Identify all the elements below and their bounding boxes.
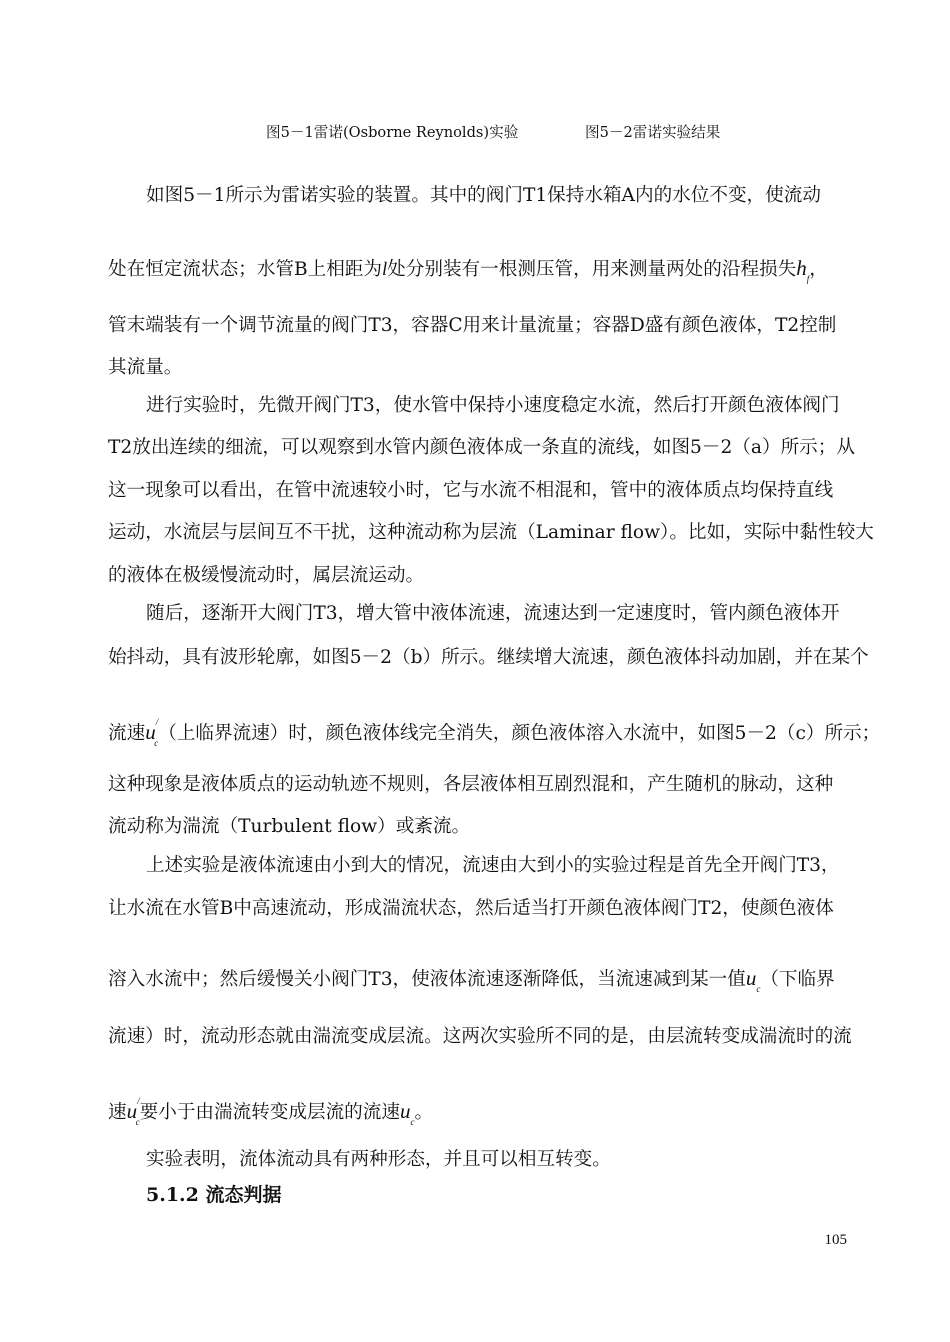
text-line: T2放出连续的细流，可以观察到水管内颜色液体成一条直的流线，如图5－2（a）所示；从 <box>108 437 855 458</box>
section-heading: 5.1.2 流态判据 <box>146 1184 282 1206</box>
text-line: 上述实验是液体流速由小到大的情况，流速由大到小的实验过程是首先全开阀门T3， <box>146 855 840 876</box>
text-line <box>108 966 835 999</box>
text-line: 管末端装有一个调节流量的阀门T3，容器C用来计量流量；容器D盛有颜色液体，T2控制 <box>108 315 837 336</box>
text-line: 如图5－1所示为雷诺实验的装置。其中的阀门T1保持水箱A内的水位不变，使流动 <box>146 185 821 206</box>
math-uc: $u_c$ <box>399 1099 415 1128</box>
text-span: 溶入水流中；然后缓慢关小阀门T3，使液体流速逐渐降低，当流速减到某一值 <box>108 969 746 990</box>
math-var-l: l <box>381 259 388 280</box>
text-line: 其流量。 <box>108 357 183 378</box>
text-span: 速 <box>108 1102 127 1123</box>
text-line: 的液体在极缓慢流动时，属层流运动。 <box>108 565 425 586</box>
text-span: ， <box>809 259 828 280</box>
text-line <box>108 716 880 753</box>
math-uc: $u_c$ <box>745 966 761 995</box>
text-line <box>108 256 828 289</box>
text-line: 流动称为湍流（Turbulent flow）或紊流。 <box>108 816 471 837</box>
text-line: 让水流在水管B中高速流动，形成湍流状态，然后适当打开颜色液体阀门T2，使颜色液体 <box>108 898 834 919</box>
text-span: （上临界流速）时，颜色液体线完全消失，颜色液体溶入水流中，如图5－2（c）所示； <box>158 723 881 744</box>
text-line: 流速）时，流动形态就由湍流变成层流。这两次实验所不同的是，由层流转变成湍流时的流 <box>108 1026 852 1047</box>
page-number: 105 <box>824 1232 847 1248</box>
math-uc-prime: $u^/_c$ <box>126 1096 140 1128</box>
text-line: 运动，水流层与层间互不干扰，这种流动称为层流（Laminar flow）。比如，实际中黏性较大 <box>108 522 874 543</box>
text-span: 。 <box>414 1102 434 1123</box>
text-span: 处分别装有一根测压管，用来测量两处的沿程损失 <box>387 259 797 280</box>
text-span: 处在恒定流状态；水管B上相距为 <box>108 259 382 280</box>
text-span: 流速 <box>108 723 146 744</box>
text-line: 实验表明，流体流动具有两种形态，并且可以相互转变。 <box>146 1149 611 1170</box>
math-uc-prime: $u^/_c$ <box>145 717 159 749</box>
text-span: 要小于由湍流转变成层流的流速 <box>139 1102 400 1123</box>
figure-caption-2: 图5－2雷诺实验结果 <box>585 124 721 141</box>
text-line: 随后，逐渐开大阀门T3，增大管中液体流速，流速达到一定速度时，管内颜色液体开 <box>146 603 840 624</box>
figure-caption-1: 图5－1雷诺(Osborne Reynolds)实验 <box>266 124 519 141</box>
math-hf: $h_f$ <box>796 256 810 285</box>
text-line: 这种现象是液体质点的运动轨迹不规则，各层液体相互剧烈混和，产生随机的脉动，这种 <box>108 774 834 795</box>
text-line: 这一现象可以看出，在管中流速较小时，它与水流不相混和，管中的液体质点均保持直线 <box>108 480 834 501</box>
text-span: （下临界 <box>760 969 835 990</box>
text-line <box>108 1095 433 1132</box>
text-line: 始抖动，具有波形轮廓，如图5－2（b）所示。继续增大流速，颜色液体抖动加剧，并在某个 <box>108 647 869 668</box>
text-line: 进行实验时，先微开阀门T3，使水管中保持小速度稳定水流，然后打开颜色液体阀门 <box>146 395 840 416</box>
